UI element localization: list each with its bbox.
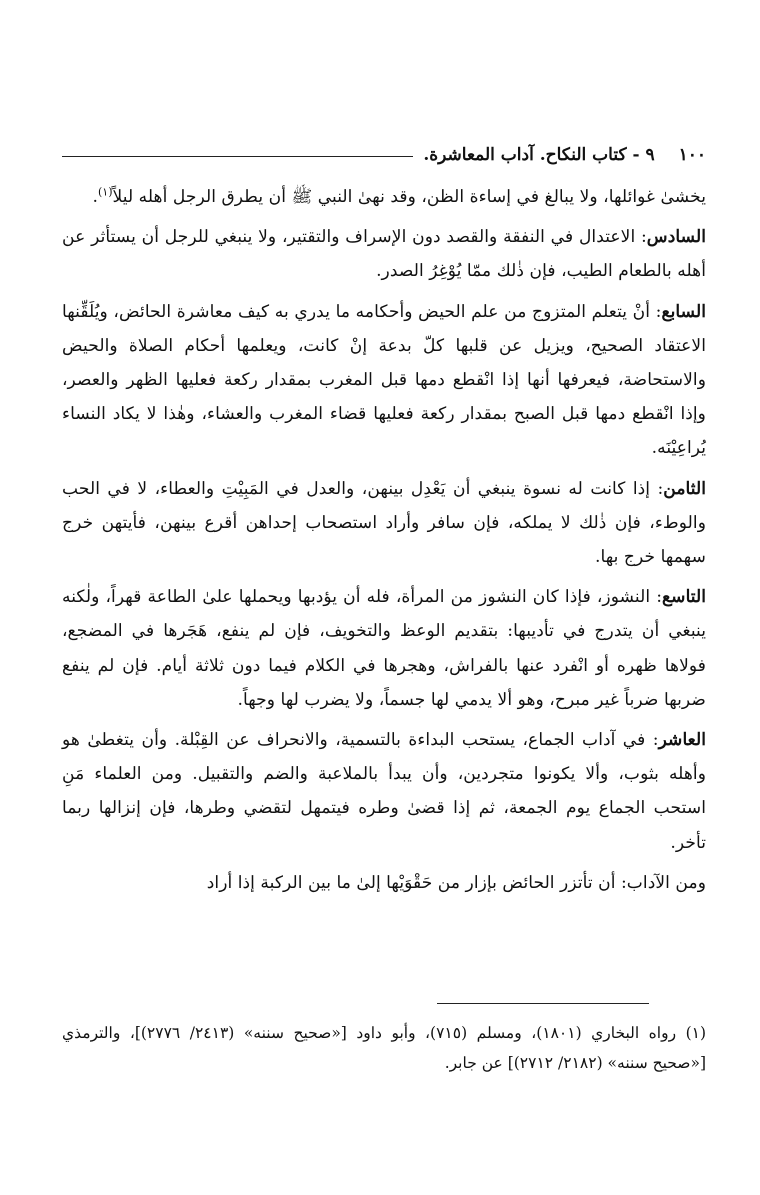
footnote-separator xyxy=(437,1003,649,1004)
page-number: ١٠٠ xyxy=(678,145,706,165)
paragraph-heading: السابع xyxy=(661,301,706,322)
footnote xyxy=(62,1018,706,1078)
chapter-title: ٩ - كتاب النكاح. آداب المعاشرة. xyxy=(423,145,655,165)
paragraph-eighth xyxy=(62,472,706,575)
running-header xyxy=(62,138,706,172)
paragraph-ninth xyxy=(62,580,706,717)
paragraph-text: : النشوز، فإذا كان النشوز من المرأة، فله أن يؤدبها ويحملها علىٰ الطاعة قهراً، ولٰكنه ينبغي أن يتدرج في تأديبها: بتقديم الوعظ والتخويف، فإن لم ينفع، هَجَرها في المضجع، فولاها ظهره أو انْفرد عنها بالفراش، وهجرها في الكلام فيما دون ثلاثة أيام. فإن لم ينفع ضربها ضرباً غير مبرح، وهو ألا يدمي لها جسماً، ولا يضرب لها وجهاً. xyxy=(62,587,706,710)
paragraph-text: : إذا كانت له نسوة ينبغي أن يَعْدِل بينهن، والعدل في المَبِيْتِ والعطاء، لا في الحب والوطء، فإن ذٰلك لا يملكه، فإن سافر وأراد استصحاب إحداهن أقرع بينهن، فأيتهن خرج سهمها خرج بها. xyxy=(62,478,706,568)
paragraph-heading: السادس xyxy=(646,227,706,248)
paragraph-heading: الثامن xyxy=(663,478,706,499)
paragraph-text: : أنْ يتعلم المتزوج من علم الحيض وأحكامه ما يدري به كيف معاشرة الحائض، ويُلَقِّنها الاعتقاد الصحيح، ويزيل عن قلبها كلّ بدعة إنْ كانت، ويعلمها أحكام الصلاة والحيض والاستحاضة، فيعرفها أنها إذا انْقطع دمها قبل المغرب بمقدار ركعة فعليها الظهر والعصر، وإذا انْقطع دمها قبل الصبح بمقدار ركعة فعليها قضاء المغرب والعشاء، وهٰذا لا يكاد النساء يُراعِيْنَه. xyxy=(62,301,706,459)
paragraph-text: : الاعتدال في النفقة والقصد دون الإسراف والتقتير، ولا ينبغي للرجل أن يستأثر عن أهله بالطعام الطيب، فإن ذٰلك ممّا يُوْغِرُ الصدر. xyxy=(62,227,706,282)
footnote-reference: (١) xyxy=(97,185,113,199)
paragraph-seventh xyxy=(62,295,706,466)
paragraph-continuation xyxy=(62,180,706,214)
paragraph-etiquette xyxy=(62,866,706,900)
footnote-text: (١) رواه البخاري (١٨٠١)، ومسلم (٧١٥)، وأبو داود [«صحيح سننه» (٢٤١٣/ ٢٧٧٦)]، والترمذي [«صحيح سننه» (٢١٨٢/ ٢٧١٢)] عن جابر. xyxy=(62,1024,707,1072)
paragraph-tail: . xyxy=(92,187,98,207)
paragraph-heading: التاسع xyxy=(662,587,706,608)
paragraph-sixth xyxy=(62,220,706,288)
paragraph-tenth xyxy=(62,723,706,860)
paragraph-text: : في آداب الجماع، يستحب البداءة بالتسمية، والانحراف عن القِبْلة. وأن يتغطىٰ هو وأهله بثوب، وألا يكونوا متجردين، وأن يبدأ بالملاعبة والضم والتقبيل. ومن العلماء مَنِ استحب الجماع يوم الجمعة، ثم إذا قضىٰ وطره فيتمهل لتقضي وطرها، فإن إنزالها ربما تأخر. xyxy=(62,730,706,853)
body-text xyxy=(62,180,706,906)
paragraph-heading: العاشر xyxy=(658,730,706,751)
paragraph-text: يخشىٰ غوائلها، ولا يبالغ في إساءة الظن، وقد نهىٰ النبي ﷺ أن يطرق الرجل أهله ليلاً xyxy=(112,187,706,207)
paragraph-text: ومن الآداب: أن تأتزر الحائض بإزار من حَقْوَيْها إلىٰ ما بين الركبة إذا أراد xyxy=(206,872,706,893)
header-rule xyxy=(62,156,413,157)
